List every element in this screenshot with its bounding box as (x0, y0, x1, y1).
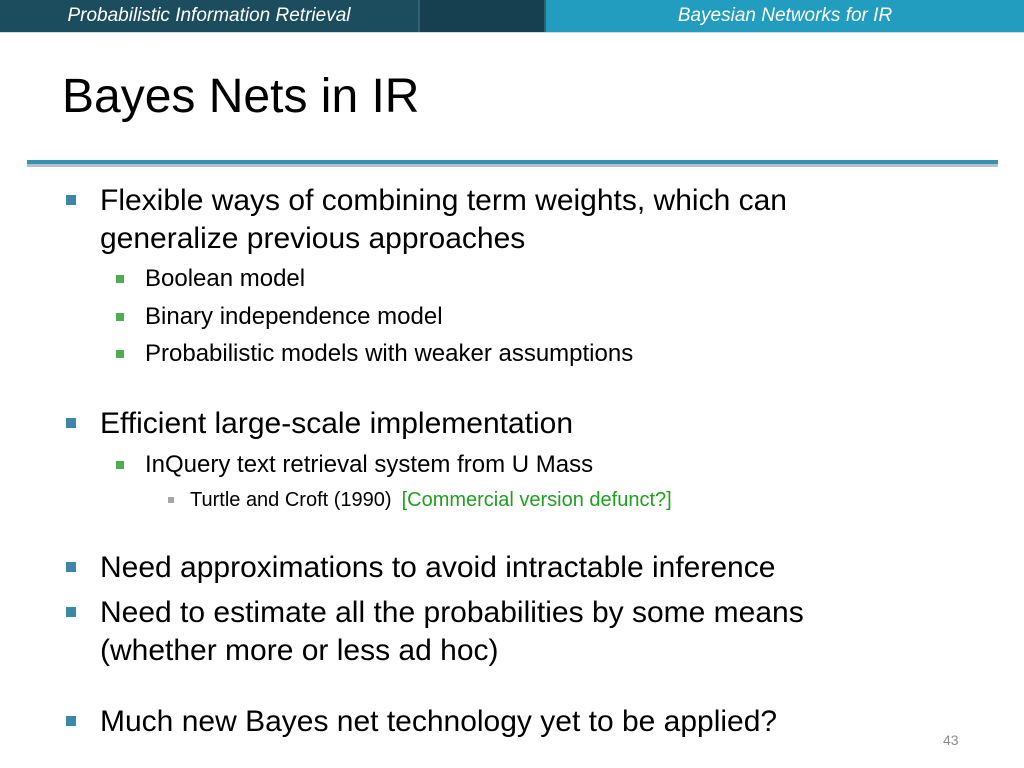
sub-bullet-text: Boolean model (145, 265, 306, 292)
bullet-note: [Commercial version defunct?] (401, 489, 672, 511)
square-bullet-icon (116, 275, 124, 283)
bullet-item (100, 549, 840, 587)
square-bullet-icon (66, 195, 76, 205)
bullet-item (100, 594, 840, 670)
sub-bullet-text: Binary independence model (145, 303, 443, 330)
bullet-text: Much new Bayes net technology yet to be applied? (100, 705, 778, 738)
bullet-item (100, 703, 840, 741)
sub-sub-bullet-text: Turtle and Croft (1990) (190, 489, 392, 511)
sub-bullet-item (145, 264, 845, 294)
bullet-text: Need approximations to avoid intractable inference (100, 551, 776, 584)
header-middle-section (418, 0, 546, 32)
square-bullet-icon (66, 607, 76, 617)
sub-bullet-item (145, 302, 845, 332)
header-left-section (0, 0, 418, 32)
slide-header (0, 0, 1024, 32)
page-number: 43 (943, 732, 959, 748)
header-right-section (546, 0, 1024, 32)
sub-bullet-text: InQuery text retrieval system from U Mass (145, 451, 594, 478)
bullet-text: Need to estimate all the probabilities by some means (whether more or less ad hoc) (100, 596, 804, 667)
square-bullet-icon (116, 461, 124, 469)
square-bullet-icon (66, 716, 76, 726)
bullet-item (100, 182, 840, 258)
header-section-title: Bayesian Networks for IR (677, 5, 893, 26)
title-underline-shadow (27, 164, 998, 167)
header-divider (0, 32, 1024, 33)
square-bullet-icon (66, 418, 76, 428)
sub-bullet-text: Probabilistic models with weaker assumptions (145, 340, 634, 367)
sub-bullet-item (145, 450, 845, 480)
bullet-item (100, 405, 840, 443)
sub-bullet-item (145, 339, 845, 369)
bullet-text: Efficient large-scale implementation (100, 407, 574, 440)
square-bullet-icon (116, 350, 124, 358)
sub-sub-bullet-item (190, 487, 890, 513)
square-bullet-icon (168, 497, 174, 503)
square-bullet-icon (66, 562, 76, 572)
square-bullet-icon (116, 313, 124, 321)
header-course-title: Probabilistic Information Retrieval (67, 5, 351, 26)
bullet-text: Flexible ways of combining term weights, which can generalize previous approaches (100, 184, 787, 255)
slide-title: Bayes Nets in IR (62, 70, 420, 123)
